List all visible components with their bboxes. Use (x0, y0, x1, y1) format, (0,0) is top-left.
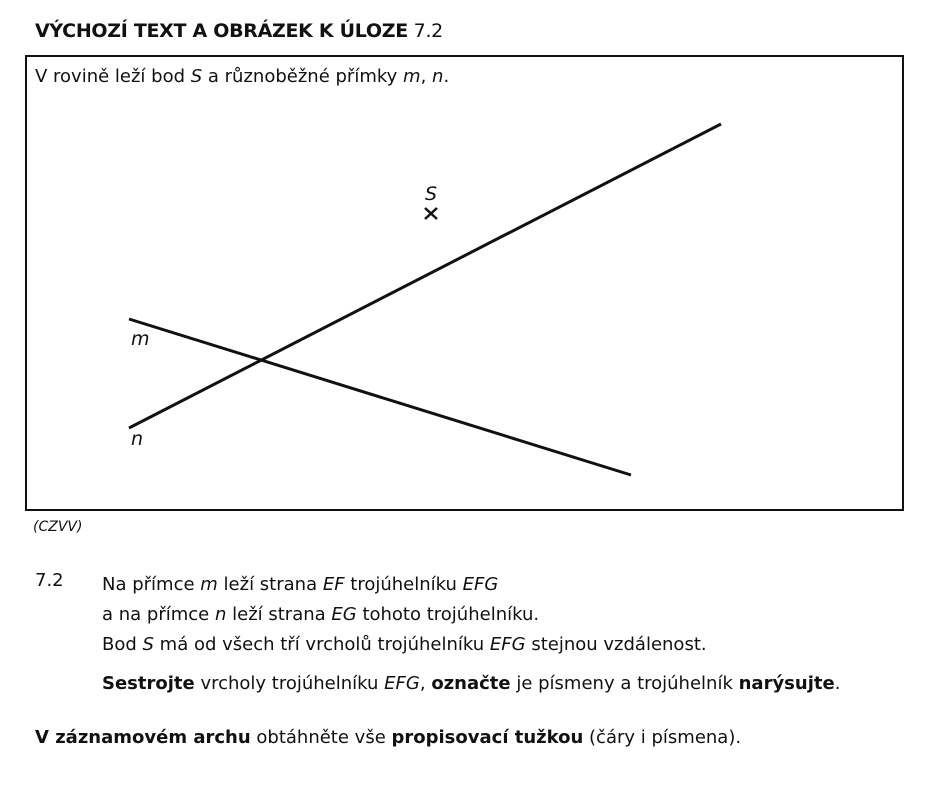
final-instruction (35, 727, 741, 748)
text-part: stejnou vzdálenost. (525, 634, 707, 655)
text-part: (čáry i písmena). (583, 727, 742, 748)
text-part: Na přímce (102, 574, 201, 595)
text-part: S (142, 634, 154, 655)
text-part: trojúhelníku (344, 574, 463, 595)
line-m (129, 319, 631, 475)
task-instruction (102, 673, 840, 694)
text-part: má od všech tří vrcholů trojúhelníku (153, 634, 490, 655)
point-s-label: S (425, 183, 438, 205)
task-number: 7.2 (35, 570, 64, 591)
text-part: m (200, 574, 218, 595)
intro-line-name: m (403, 66, 421, 87)
line-n (129, 124, 721, 428)
task-line-1 (102, 570, 707, 600)
text-part: propisovací tužkou (391, 727, 584, 748)
text-part: EFG (384, 673, 420, 694)
intro-point-name: S (190, 66, 203, 87)
text-part: vrcholy trojúhelníku (194, 673, 385, 694)
text-part: je písmeny a trojúhelník (510, 673, 739, 694)
task-line-2 (102, 600, 707, 630)
task-line-3 (102, 630, 707, 660)
text-part: EG (331, 604, 357, 625)
heading-text: VÝCHOZÍ TEXT A OBRÁZEK K ÚLOZE (35, 20, 408, 42)
text-part: obtáhněte vše (250, 727, 392, 748)
text-part: Bod (102, 634, 143, 655)
source-note: (CZVV) (33, 519, 83, 535)
intro-text-part: V rovině leží bod (35, 66, 191, 87)
intro-text-part: . (443, 66, 450, 87)
heading-number: 7.2 (413, 20, 443, 42)
task-text (102, 570, 707, 660)
text-part: n (214, 604, 227, 625)
text-part: tohoto trojúhelníku. (356, 604, 540, 625)
intro-line-name: n (432, 66, 444, 87)
line-m-label: m (131, 328, 150, 350)
point-s-cross-icon (425, 208, 437, 219)
intro-text-part: a různoběžné přímky (202, 66, 404, 87)
text-part: leží strana (217, 574, 323, 595)
text-part: . (834, 673, 841, 694)
line-n-label: n (131, 428, 144, 450)
intro-text-part: , (420, 66, 433, 87)
text-part: narýsujte (738, 673, 835, 694)
text-part: leží strana (226, 604, 332, 625)
text-part: označte (431, 673, 511, 694)
text-part: EFG (462, 574, 499, 595)
text-part: Sestrojte (102, 673, 195, 694)
text-part: EFG (489, 634, 526, 655)
text-part: V záznamovém archu (35, 727, 251, 748)
text-part: , (419, 673, 432, 694)
text-part: EF (322, 574, 345, 595)
text-part: a na přímce (102, 604, 215, 625)
